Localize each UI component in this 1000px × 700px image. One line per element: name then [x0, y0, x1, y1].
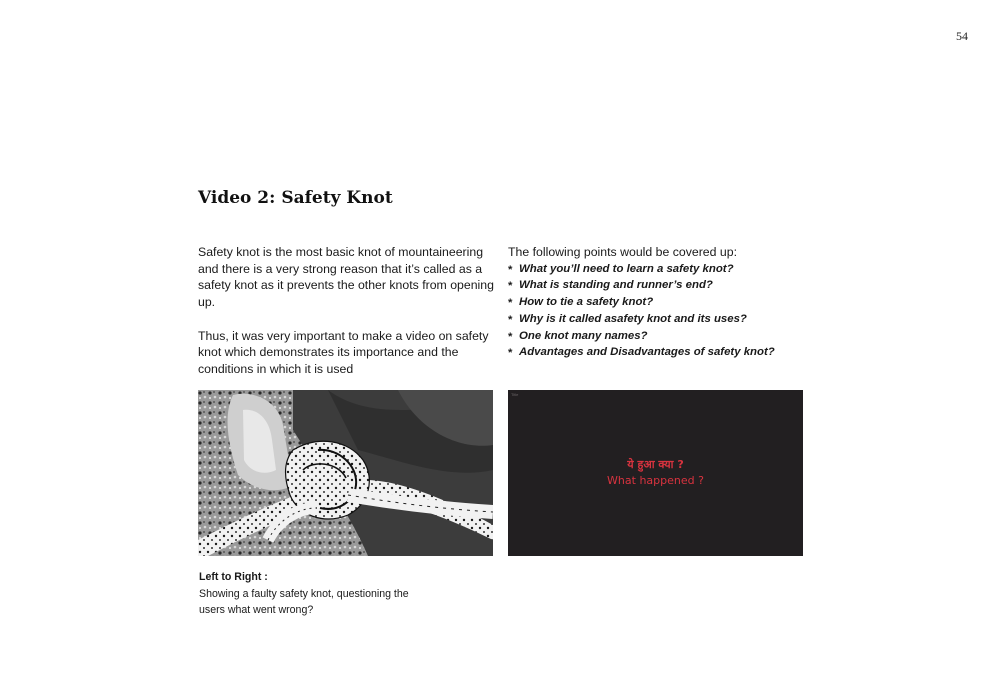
- figure-caption: [199, 569, 409, 619]
- list-item: * How to tie a safety knot?: [508, 294, 808, 311]
- video-corner-text: Title: [511, 392, 519, 397]
- intro-paragraph: Safety knot is the most basic knot of mountaineering and there is a very strong reason that it’s called as a safety knot as it prevents the other knots from opening up.: [198, 245, 494, 310]
- caption-title: Left to Right :: [199, 571, 268, 583]
- english-question-text: What happened ?: [607, 474, 704, 487]
- caption-text: Showing a faulty safety knot, questioning the users what went wrong?: [199, 587, 409, 617]
- bullet-icon: *: [508, 280, 513, 293]
- section-title: Video 2: Safety Knot: [198, 188, 393, 208]
- hindi-question-text: ये हुआ क्या ?: [627, 458, 684, 471]
- list-item: * Advantages and Disadvantages of safety knot?: [508, 344, 808, 361]
- importance-paragraph: Thus, it was very important to make a video on safety knot which demonstrates its importance and the conditions in which it is used: [198, 328, 489, 376]
- points-list: [508, 261, 808, 361]
- left-text-column: [198, 244, 498, 394]
- list-item: * One knot many names?: [508, 328, 808, 345]
- right-text-column: [508, 244, 808, 361]
- video-still: [508, 390, 803, 556]
- rope-knot-photo: [198, 390, 493, 556]
- bullet-icon: *: [508, 330, 513, 343]
- points-intro: The following points would be covered up:: [508, 245, 737, 259]
- bullet-icon: *: [508, 347, 513, 360]
- bullet-icon: *: [508, 313, 513, 326]
- page-number: 54: [956, 29, 968, 43]
- bullet-icon: *: [508, 297, 513, 310]
- list-item: * What is standing and runner’s end?: [508, 277, 808, 294]
- rope-knot-image: [198, 390, 493, 556]
- list-item: * Why is it called asafety knot and its uses?: [508, 311, 808, 328]
- list-item: * What you’ll need to learn a safety knot?: [508, 261, 808, 278]
- bullet-icon: *: [508, 263, 513, 276]
